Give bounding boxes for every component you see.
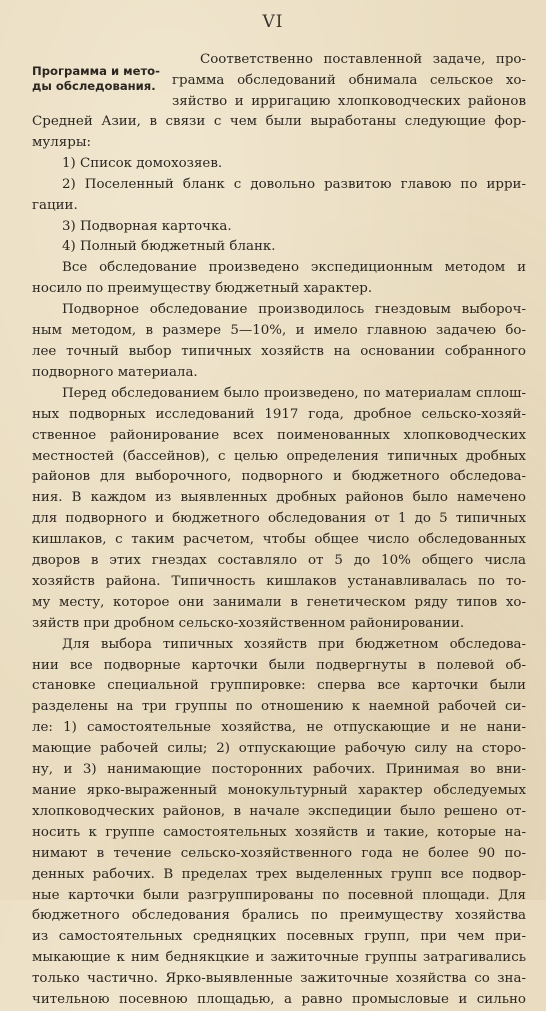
text-line: Соответственно поставленной задаче, про- xyxy=(200,52,526,67)
text-line: ну, и 3) нанимающие посторонних рабочих. Принимая во вни- xyxy=(32,762,526,778)
text-line: ные карточки были разгруппированы по посевной площади. Для xyxy=(32,887,526,903)
text-line: муляры: xyxy=(32,134,91,150)
text-line: подворного материала. xyxy=(32,364,198,380)
text-line: ле: 1) самостоятельные хозяйства, не отпускающие и не нани- xyxy=(32,720,526,736)
text-line: мающие рабочей силы; 2) отпускающие рабочую силу на сторо- xyxy=(32,741,526,757)
side-heading-line-1: Программа и мето- xyxy=(32,64,160,78)
text-line: Перед обследованием было произведено, по материалам сплош- xyxy=(62,385,526,401)
text-line: мание ярко-выраженный монокультурный характер обследуемых xyxy=(32,783,526,798)
text-line: денных рабочих. В пределах трех выделенных групп все подвор- xyxy=(32,866,526,882)
forms-list xyxy=(32,154,526,259)
text-line: бюджетного обследования брались по преимуществу хозяйства xyxy=(32,908,526,924)
text-line: мыкающие к ним беднякцкие и зажиточные группы затрагивались xyxy=(32,950,526,966)
text-line: ния. В каждом из выявленных дробных районов было намечено xyxy=(32,490,526,506)
text-line: районов для выборочного, подворного и бюджетного обследова- xyxy=(32,469,526,485)
text-line: из самостоятельных средняцких посевных групп, при чем при- xyxy=(32,929,526,945)
text-line: для подворного и бюджетного обследования от 1 до 5 типичных xyxy=(32,511,526,527)
body-text xyxy=(32,50,526,1011)
text-line: становке специальной группировке: сперва все карточки были xyxy=(32,678,526,694)
text-line: зяйств при дробном сельско-хозяйственном районировании. xyxy=(32,615,465,631)
text-line: разделены на три группы по отношению к наемной рабочей си- xyxy=(32,699,526,715)
text-line: дворов в этих гнездах составляло от 5 до 10% общего числа xyxy=(32,553,526,569)
paragraph-2 xyxy=(32,258,526,300)
text-line: носило по преимуществу бюджетный характер. xyxy=(32,281,373,297)
list-item-continued: гации. xyxy=(32,197,78,213)
text-line: Подворное обследование производилось гнездовым выбороч- xyxy=(62,302,526,318)
paragraph-3 xyxy=(32,300,526,384)
text-line: только частично. Ярко-выявленные зажиточные хозяйства со зна- xyxy=(32,971,526,987)
text-line: Все обследование произведено экспедиционным методом и xyxy=(62,260,526,276)
text-line: чительною посевною площадью, а равно промысловые и сильно xyxy=(32,992,526,1008)
text-line: носить к группе самостоятельных хозяйств и такие, которые на- xyxy=(32,824,526,840)
list-item: 4) Полный бюджетный бланк. xyxy=(62,239,276,255)
text-line: хлопководческих районов, в начале экспедиции было решено от- xyxy=(32,803,526,819)
page-number: VI xyxy=(262,12,284,32)
text-line: хозяйств района. Типичность кишлаков устанавливалась по то- xyxy=(32,573,526,589)
text-line: лее точный выбор типичных хозяйств на основании собранного xyxy=(32,343,526,359)
list-item: 2) Поселенный бланк с довольно развитою главою по ирри- xyxy=(62,176,526,192)
text-line: кишлаков, с таким расчетом, чтобы общее число обследованных xyxy=(32,532,526,548)
paragraph-5 xyxy=(32,635,526,1011)
first-paragraph-with-side-heading xyxy=(32,50,526,112)
paragraph-1-continued xyxy=(32,112,526,154)
paragraph-4 xyxy=(32,384,526,635)
list-item: 3) Подворная карточка. xyxy=(62,218,232,234)
text-line: ных подворных исследований 1917 года, дробное сельско-хозяй- xyxy=(32,406,526,422)
text-line: ственное районирование всех поименованных хлопководческих xyxy=(32,427,526,443)
text-line: нимают в течение сельско-хозяйственного года не более 90 по- xyxy=(32,845,526,861)
side-heading-line-2: ды обследования. xyxy=(32,79,156,93)
text-line: Для выбора типичных хозяйств при бюджетном обследова- xyxy=(62,636,526,652)
text-line: Средней Азии, в связи с чем были выработаны следующие фор- xyxy=(32,114,526,129)
text-line: ным методом, в размере 5—10%, и имело главною задачею бо- xyxy=(32,323,526,339)
text-line: зяйство и ирригацию хлопководческих районов xyxy=(172,93,526,109)
list-item: 1) Список домохозяев. xyxy=(62,155,223,171)
side-heading xyxy=(32,64,162,94)
side-lines xyxy=(172,50,526,113)
text-line: местностей (бассейнов), с целью определения типичных дробных xyxy=(32,448,526,464)
text-line: нии все подворные карточки были подвергнуты в полевой об- xyxy=(32,657,526,673)
text-line: му месту, которое они занимали в генетическом ряду типов хо- xyxy=(32,594,526,610)
text-line: грамма обследований обнимала сельское хо- xyxy=(172,72,526,88)
